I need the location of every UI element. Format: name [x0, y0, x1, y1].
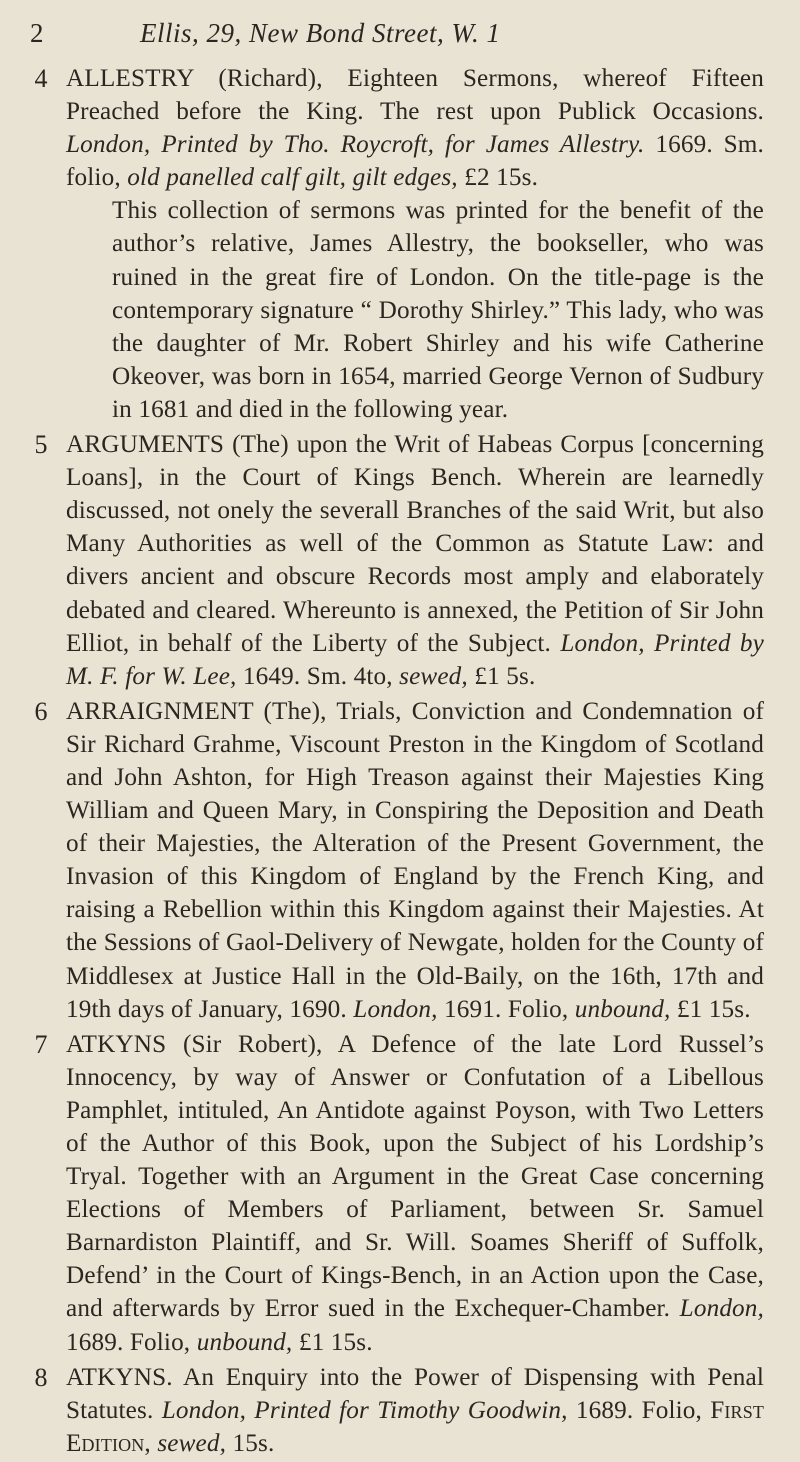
- entry-number: 8: [34, 1362, 48, 1392]
- entry-details: 1689. Folio,: [567, 1396, 711, 1424]
- entry-imprint: London, Printed for Timothy Goodwin,: [161, 1396, 568, 1424]
- entry-details: 1649. Sm. 4to,: [236, 662, 400, 690]
- page-header: [30, 18, 760, 58]
- entry-price: £1 15s.: [292, 1328, 373, 1356]
- entry-binding: sewed,: [150, 1429, 227, 1457]
- entry-author: ATKYNS: [66, 1030, 167, 1058]
- entry-binding: unbound,: [196, 1328, 293, 1356]
- entry-text: [66, 1028, 764, 1359]
- entry-imprint: London,: [353, 995, 438, 1023]
- entry-author: ARGUMENTS: [66, 431, 225, 459]
- entry-price: £2 15s.: [457, 164, 539, 192]
- page-number: 2: [30, 18, 44, 48]
- catalogue-entry: [26, 428, 764, 693]
- catalogue-entry: [26, 62, 764, 426]
- running-head: Ellis, 29, New Bond Street, W. 1: [140, 18, 501, 48]
- entry-imprint: London,: [679, 1295, 764, 1323]
- entry-details: 1689. Folio,: [66, 1328, 197, 1356]
- entry-details: 1691. Folio,: [437, 995, 575, 1023]
- entry-price: £1 15s.: [670, 995, 751, 1023]
- entry-author: ARRAIGNMENT: [66, 697, 254, 725]
- entry-title: (The), Trials, Conviction and Condemnation of Sir Richard Grahme, Viscount Preston in the Kingdom of Scotland and John Ashton, for High Treason against their Majesties King William and Queen Mary, in Conspiring the Deposition and Death of their Majesties, the Alteration of the Present Government, the Invasion of this Kingdom of England by the French King, and raising a Rebellion within this Kingdom against their Majesties. At the Sessions of Gaol-Delivery of Newgate, holden for the County of Middlesex at Justice Hall in the Old-Baily, on the 16th, 17th and 19th days of January, 1690.: [66, 697, 764, 1023]
- entry-title: An Enquiry into the Power of Dispensing with Penal Statutes.: [66, 1363, 764, 1424]
- entry-imprint: London, Printed by Tho. Roycroft, for James Allestry.: [66, 131, 645, 159]
- entry-author: ATKYNS.: [66, 1363, 173, 1391]
- entry-text: [66, 1361, 764, 1460]
- catalogue-entry: [26, 1028, 764, 1359]
- catalogue-entry: [26, 1361, 764, 1460]
- entry-number: 5: [34, 430, 48, 460]
- entry-author: ALLESTRY: [66, 65, 194, 92]
- entry-edition: First Edition,: [66, 1396, 765, 1457]
- entry-number: 7: [34, 1029, 48, 1059]
- entry-title: (Richard), Eighteen Sermons, whereof Fifteen Preached before the King. The rest upon Publick Occasions.: [66, 65, 764, 126]
- entry-details: 1669. Sm. folio,: [66, 131, 765, 192]
- entry-text: [66, 428, 764, 693]
- entry-note: This collection of sermons was printed for the benefit of the author’s relative, James Allestry, the bookseller, who was ruined in the great fire of London. On the title-page is the contemporary signature “ Dorothy Shirley.” This lady, who was the daughter of Mr. Robert Shirley and his wife Catherine Okeover, was born in 1654, married George Vernon of Sudbury in 1681 and died in the following year.: [112, 197, 764, 423]
- entry-number: 4: [34, 64, 48, 93]
- catalogue-entries: [26, 62, 764, 1462]
- entry-binding: sewed,: [399, 662, 468, 690]
- entry-binding: old panelled calf gilt, gilt edges,: [127, 164, 458, 192]
- catalogue-entry: [26, 695, 764, 1026]
- entry-text: [66, 695, 764, 1026]
- entry-title: (Sir Robert), A Defence of the late Lord Russel’s Innocency, by way of Answer or Confutation of a Libellous Pamphlet, intituled, An Antidote against Poyson, with Two Letters of the Author of this Book, upon the Subject of his Lordship’s Tryal. Together with an Argument in the Great Case concerning Elections of Members of Parliament, between Sr. Samuel Barnardiston Plaintiff, and Sr. Will. Soames Sheriff of Suffolk, Defend’ in the Court of Kings-Bench, in an Action upon the Case, and afterwards by Error sued in the Exchequer-Chamber.: [66, 1030, 764, 1323]
- entry-binding: unbound,: [574, 995, 671, 1023]
- entry-price: 15s.: [226, 1429, 275, 1457]
- entry-title: (The) upon the Writ of Habeas Corpus [concerning Loans], in the Court of Kings Bench. Wherein are learnedly discussed, not onely the severall Branches of the said Writ, but also Many Authorities as well of the Common as Statute Law: and divers ancient and obscure Records most amply and elaborately debated and cleared. Whereunto is annexed, the Petition of Sir John Elliot, in behalf of the Liberty of the Subject.: [66, 431, 764, 657]
- entry-number: 6: [34, 696, 48, 726]
- entry-imprint: London, Printed by M. F. for W. Lee,: [66, 629, 764, 690]
- entry-text: [66, 62, 764, 426]
- entry-price: £1 5s.: [467, 662, 536, 690]
